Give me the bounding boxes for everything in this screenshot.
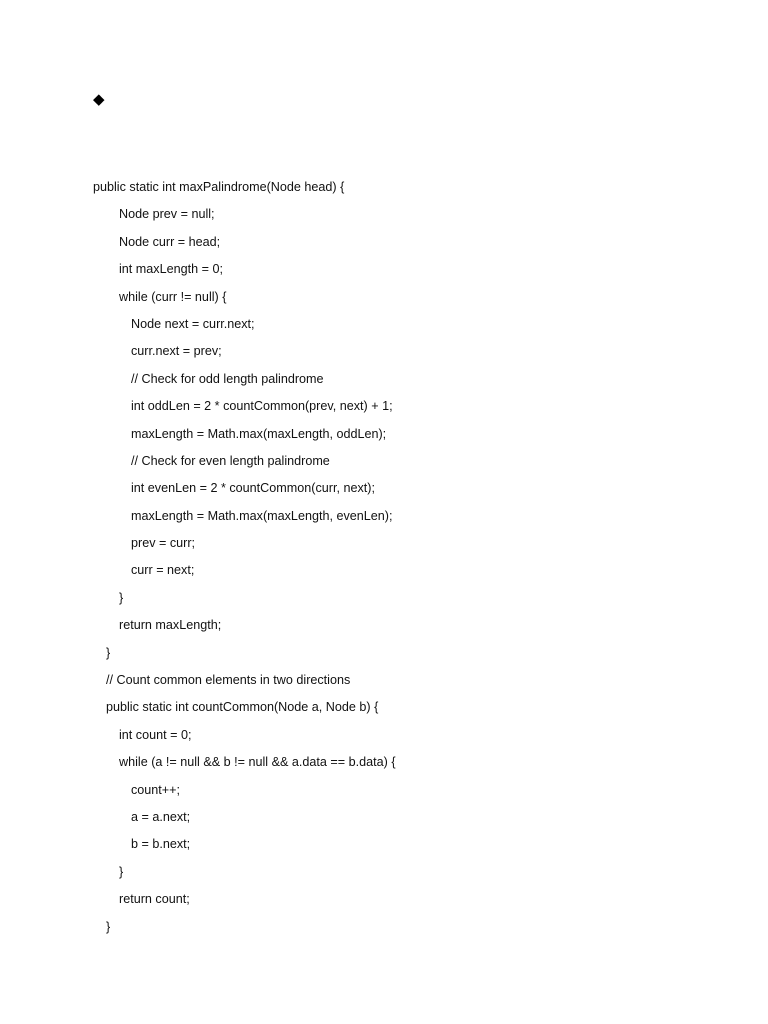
- code-line: public static int maxPalindrome(Node head) {: [93, 180, 345, 194]
- code-line: }: [119, 864, 124, 879]
- code-line: // Check for odd length palindrome: [131, 371, 324, 386]
- code-line: b = b.next;: [131, 837, 191, 852]
- code-line: }: [106, 645, 111, 660]
- code-line: a = a.next;: [131, 809, 191, 824]
- code-line: return count;: [119, 892, 190, 907]
- code-line: while (a != null && b != null && a.data == b.data) {: [119, 755, 396, 770]
- code-line: maxLength = Math.max(maxLength, evenLen);: [131, 508, 393, 523]
- code-line: // Count common elements in two directions: [106, 673, 351, 688]
- code-line: int maxLength = 0;: [119, 262, 223, 277]
- code-line: prev = curr;: [131, 536, 196, 551]
- code-line: int count = 0;: [119, 727, 192, 742]
- code-line: while (curr != null) {: [119, 289, 227, 304]
- code-line: curr = next;: [131, 563, 195, 578]
- code-line: }: [119, 590, 124, 605]
- code-line: int oddLen = 2 * countCommon(prev, next) + 1;: [131, 399, 393, 414]
- code-line: Node next = curr.next;: [131, 316, 255, 331]
- code-line: // Check for even length palindrome: [131, 453, 330, 468]
- diamond-bullet-icon: ◆: [93, 91, 105, 108]
- code-line: maxLength = Math.max(maxLength, oddLen);: [131, 426, 387, 441]
- code-line: return maxLength;: [119, 618, 222, 633]
- code-block: [93, 174, 713, 941]
- code-line: curr.next = prev;: [131, 344, 222, 359]
- code-line: int evenLen = 2 * countCommon(curr, next);: [131, 481, 375, 496]
- code-line: public static int countCommon(Node a, Node b) {: [106, 700, 379, 715]
- code-line: Node curr = head;: [119, 234, 221, 249]
- code-line: Node prev = null;: [119, 207, 215, 222]
- code-line: count++;: [131, 782, 181, 797]
- code-line: }: [106, 919, 111, 934]
